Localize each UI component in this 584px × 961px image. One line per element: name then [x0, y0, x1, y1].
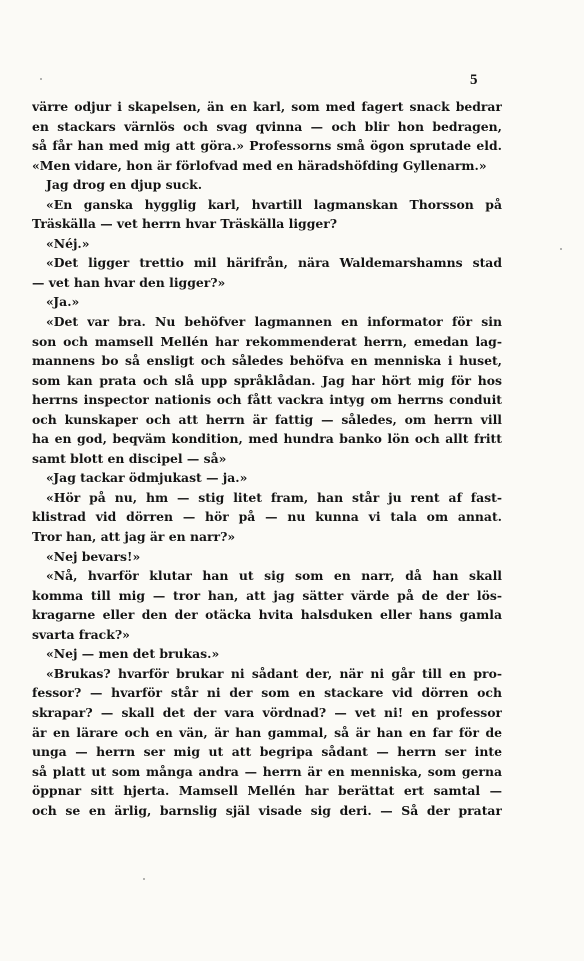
text-line: kragarne eller den der otäcka hvita halsduken eller hans gamla [32, 607, 502, 623]
text-line: så får han med mig att göra.» Professorns små ögon sprutade eld. [32, 138, 502, 154]
text-line: Träskälla — vet herrn hvar Träskälla ligger? [32, 216, 338, 232]
text-line: värre odjur i skapelsen, än en karl, som med fagert snack bedrar [32, 99, 502, 114]
text-line: och se en ärlig, barnslig själ visade sig deri. — Så der pratar [32, 802, 502, 818]
text-line: klistrad vid dörren — hör på — nu kunna vi tala om annat. [32, 509, 502, 525]
text-line: fessor? — hvarför står ni der som en stackare vid dörren och [32, 685, 502, 701]
text-line: en stackars värnlös och svag qvinna — och blir hon bedragen, [32, 118, 502, 134]
text-line: är en lärare och en vän, är han gammal, så är han en far för de [32, 724, 502, 740]
text-line: så platt ut som många andra — herrn är en menniska, som gerna [32, 763, 502, 779]
text-line: «Ja.» [46, 294, 80, 310]
text-line: som kan prata och slå upp språklådan. Jag har hört mig för hos [32, 372, 502, 388]
text-line: komma till mig — tror han, att jag sätter värde på de der lös- [32, 587, 502, 603]
text-line: «Men vidare, hon är förlofvad med en häradshöfding Gyllenarm.» [32, 157, 487, 173]
text-line: «Det var bra. Nu behöfver lagmannen en informator för sin [46, 314, 502, 330]
paper-speck [560, 248, 562, 250]
text-line: «Nej — men det brukas.» [46, 646, 220, 662]
text-line: «Hör på nu, hm — stig litet fram, han står ju rent af fast- [46, 489, 502, 505]
text-line: «Brukas? hvarför brukar ni sådant der, när ni går till en pro- [46, 665, 502, 681]
text-line: Jag drog en djup suck. [46, 177, 203, 193]
text-line: skrapar? — skall det der vara vördnad? — vet ni! en professor [32, 704, 502, 720]
text-line: «Nå, hvarför klutar han ut sig som en narr, då han skall [46, 568, 502, 584]
text-line: samt blott en discipel — så» [32, 450, 227, 466]
text-line: — vet han hvar den ligger?» [32, 274, 226, 290]
page-number: 5 [470, 72, 478, 88]
text-line: öppnar sitt hjerta. Mamsell Mellén har berättat ert samtal — [32, 783, 502, 799]
text-line: Tror han, att jag är en narr?» [32, 529, 236, 545]
text-line: «Nej bevars!» [46, 548, 141, 564]
text-line: «Néj.» [46, 235, 90, 251]
text-line: «Jag tackar ödmjukast — ja.» [46, 470, 248, 486]
text-line: son och mamsell Mellén har rekommenderat herrn, emedan lag- [32, 333, 502, 349]
text-line: unga — herrn ser mig ut att begripa sådant — herrn ser inte [32, 744, 502, 760]
text-line: och kunskaper och att herrn är fattig — således, om herrn vill [32, 411, 502, 427]
text-line: svarta frack?» [32, 626, 130, 642]
paper-speck [40, 78, 42, 80]
text-line: ha en god, beqväm kondition, med hundra banko lön och allt fritt [32, 431, 502, 447]
text-line: herrns inspector nationis och fått vackra intyg om herrns conduit [32, 392, 502, 408]
text-line: mannens bo så ensligt och således behöfva en menniska i huset, [32, 353, 502, 369]
paper-speck [143, 878, 145, 880]
text-line: «Det ligger trettio mil härifrån, nära Waldemarshamns stad [46, 255, 502, 271]
text-line: «En ganska hygglig karl, hvartill lagmanskan Thorsson på [46, 196, 502, 212]
body-text [32, 97, 502, 820]
